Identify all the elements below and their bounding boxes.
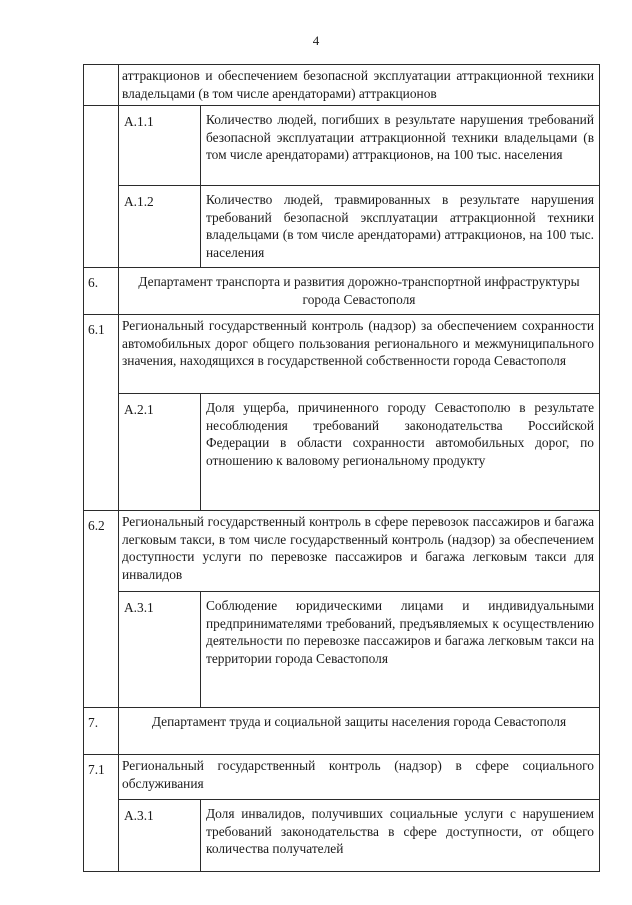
indicator-text: Количество людей, погибших в результате нарушения требований безопасной эксплуатации аттракционной техники владельцами (в том числе арендаторами) аттракционов, на 100 тыс. населения bbox=[201, 106, 600, 186]
section-text-continued: аттракционов и обеспечением безопасной эксплуатации аттракционной техники владельцами (в том числе арендаторами) аттракционов bbox=[119, 65, 600, 106]
table-row bbox=[84, 186, 600, 268]
indicator-code: А.3.1 bbox=[119, 800, 201, 872]
table-row bbox=[84, 65, 600, 106]
indicator-text: Соблюдение юридическими лицами и индивидуальными предпринимателями требований, предъявляемых к осуществлению деятельности по перевозке пассажиров и багажа легковым такси на территории города Севастополя bbox=[201, 592, 600, 708]
department-number: 6. bbox=[84, 268, 119, 315]
indicator-text: Количество людей, травмированных в результате нарушения требований безопасной эксплуатации аттракционной техники владельцами (в том числе арендаторами) аттракционов, на 100 тыс. населения bbox=[201, 186, 600, 268]
table-row bbox=[84, 708, 600, 755]
table-row bbox=[84, 592, 600, 708]
indicator-code: А.2.1 bbox=[119, 394, 201, 511]
section-title: Региональный государственный контроль (надзор) за обеспечением сохранности автомобильных дорог общего пользования регионального и межмуниципального значения, находящихся в государственной собственности города Севастополя bbox=[119, 315, 600, 394]
section-number: 7.1 bbox=[84, 755, 119, 872]
section-title: Региональный государственный контроль в сфере перевозок пассажиров и багажа легковым такси, в том числе государственный контроль (надзор) за обеспечением доступности услуги по перевозке пассажиров и багажа легковым такси для инвалидов bbox=[119, 511, 600, 592]
table-row bbox=[84, 315, 600, 394]
table-row bbox=[84, 800, 600, 872]
section-title: Региональный государственный контроль (надзор) в сфере социального обслуживания bbox=[119, 755, 600, 800]
indicator-code: А.3.1 bbox=[119, 592, 201, 708]
table-row bbox=[84, 106, 600, 186]
table-row bbox=[84, 511, 600, 592]
table-row bbox=[84, 394, 600, 511]
table-row bbox=[84, 755, 600, 800]
indicator-text: Доля ущерба, причиненного городу Севастополю в результате несоблюдения требований законодательства Российской Федерации в области сохранности автомобильных дорог, по отношению к валовому региональному продукту bbox=[201, 394, 600, 511]
num-cell-empty bbox=[84, 65, 119, 106]
table-row bbox=[84, 268, 600, 315]
indicator-code: А.1.1 bbox=[119, 106, 201, 186]
department-title: Департамент труда и социальной защиты населения города Севастополя bbox=[119, 708, 600, 755]
indicator-code: А.1.2 bbox=[119, 186, 201, 268]
section-number: 6.2 bbox=[84, 511, 119, 708]
num-cell-empty bbox=[84, 106, 119, 268]
page-number: 4 bbox=[312, 33, 320, 48]
department-title: Департамент транспорта и развития дорожно-транспортной инфраструктуры города Севастополя bbox=[119, 268, 600, 315]
indicators-table bbox=[83, 64, 600, 872]
department-number: 7. bbox=[84, 708, 119, 755]
section-number: 6.1 bbox=[84, 315, 119, 511]
indicator-text: Доля инвалидов, получивших социальные услуги с нарушением требований законодательства в сфере доступности, от общего количества получателей bbox=[201, 800, 600, 872]
